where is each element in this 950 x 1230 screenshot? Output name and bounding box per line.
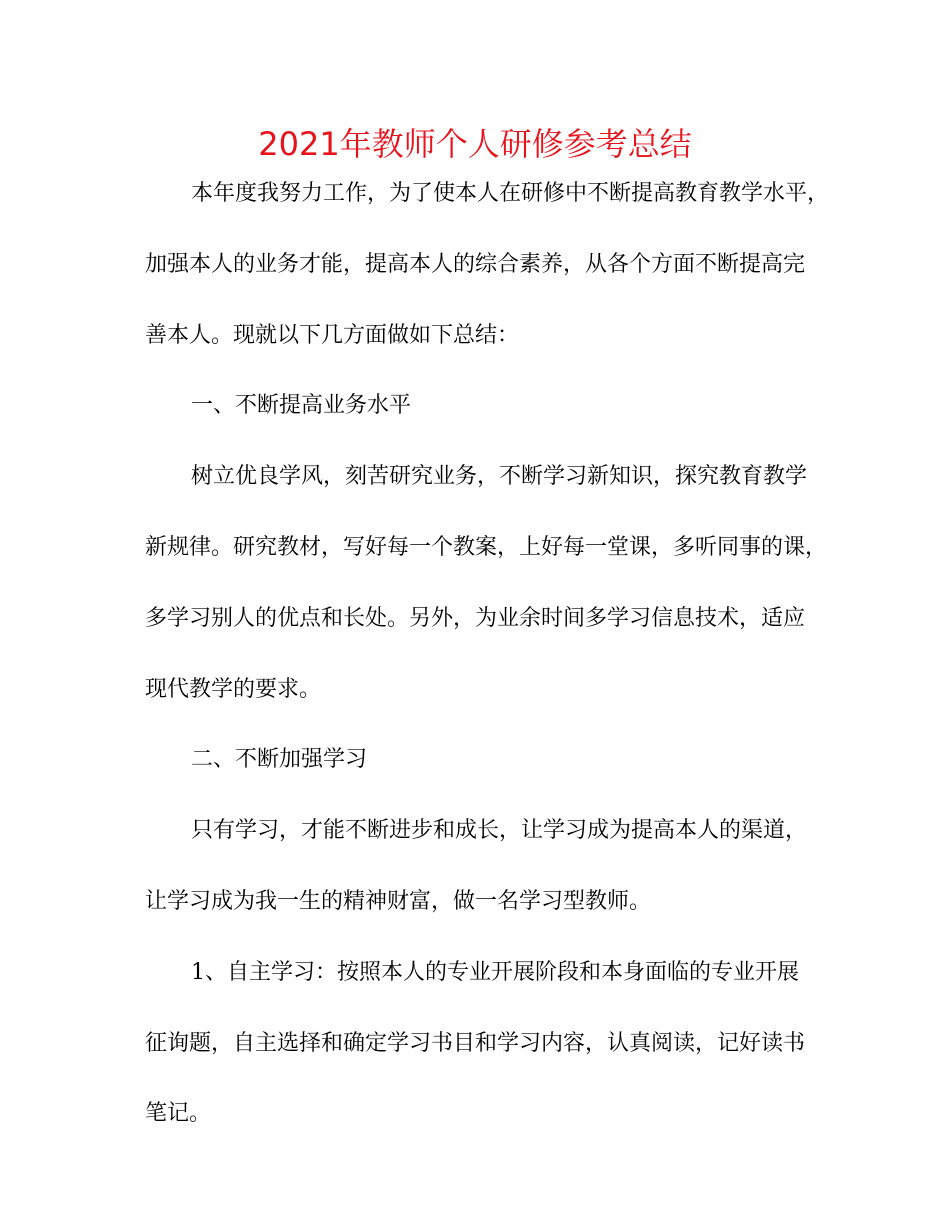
paragraph-line: 笔记。 — [145, 1101, 212, 1127]
paragraph-line: 征询题，自主选择和确定学习书目和学习内容，认真阅读，记好读书 — [145, 1030, 806, 1056]
paragraph-line: 1、自主学习：按照本人的专业开展阶段和本身面临的专业开展 — [191, 959, 799, 985]
paragraph-line: 只有学习，才能不断进步和成长，让学习成为提高本人的渠道， — [191, 818, 808, 844]
paragraph-line: 现代教学的要求。 — [145, 676, 322, 702]
paragraph-line: 树立优良学风，刻苦研究业务，不断学习新知识，探究教育教学 — [191, 464, 808, 490]
paragraph-line: 本年度我努力工作，为了使本人在研修中不断提高教育教学水平， — [191, 181, 830, 206]
paragraph-line: 加强本人的业务才能，提高本人的综合素养，从各个方面不断提高完 — [145, 251, 806, 277]
document-title: 2021年教师个人研修参考总结 — [258, 125, 692, 163]
section-heading: 二、不断加强学习 — [191, 747, 368, 773]
section-heading: 一、不断提高业务水平 — [191, 393, 412, 419]
document-body — [145, 170, 830, 1161]
paragraph-line: 让学习成为我一生的精神财富，做一名学习型教师。 — [145, 888, 652, 914]
paragraph-line: 善本人。现就以下几方面做如下总结： — [145, 322, 520, 348]
paragraph-line: 新规律。研究教材，写好每一个教案，上好每一堂课，多听同事的课， — [145, 534, 828, 560]
paragraph-line: 多学习别人的优点和长处。另外，为业余时间多学习信息技术，适应 — [145, 605, 806, 631]
